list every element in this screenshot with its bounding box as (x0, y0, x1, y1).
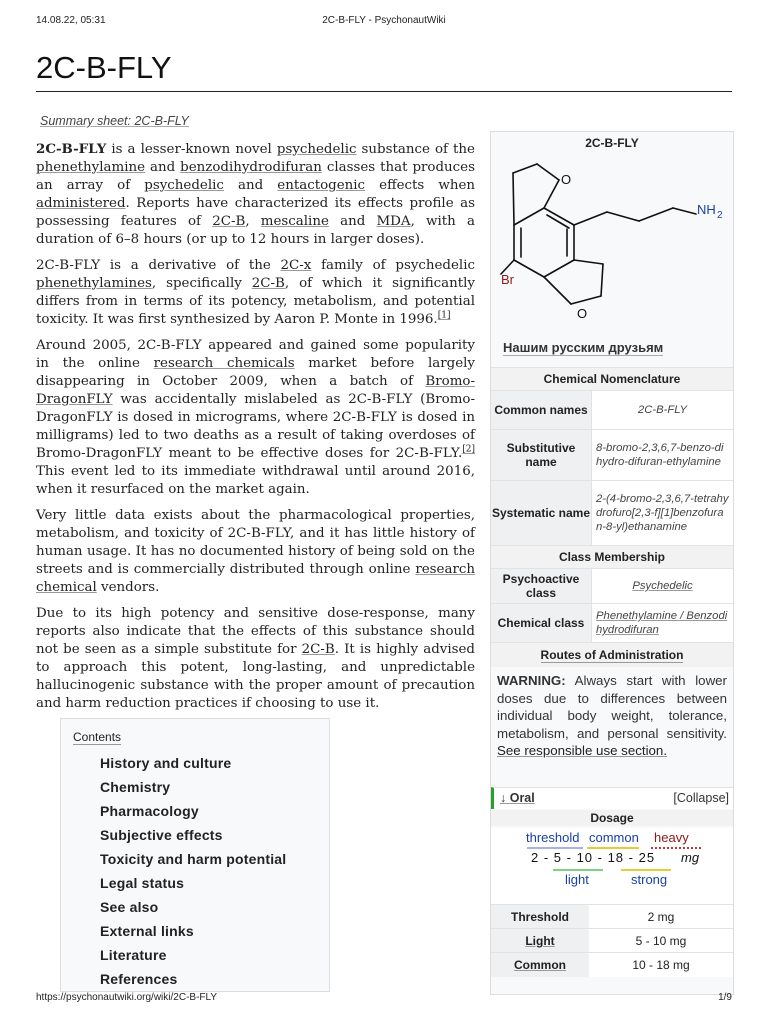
toc-item-literature[interactable]: Literature (100, 947, 167, 963)
row-substitutive-name: Substitutive name 8-bromo-2,3,6,7-benzo-dihydro-difuran-ethylamine (491, 429, 733, 480)
link-administered[interactable]: administered (36, 196, 126, 211)
amine-subscript: 2 (717, 210, 723, 221)
toc-item-see-also[interactable]: See also (100, 899, 159, 915)
common-bar (587, 847, 639, 849)
toc-item-external-links[interactable]: External links (100, 923, 194, 939)
toc-item-chemistry[interactable]: Chemistry (100, 779, 171, 795)
article-body (36, 140, 475, 721)
summary-sheet-link[interactable]: Summary sheet: 2C-B-FLY (40, 114, 189, 128)
toc-item-history[interactable]: History and culture (100, 755, 232, 771)
chemical-class-link[interactable]: Phenethylamine / Benzodihydrodifuran (591, 604, 733, 642)
row-psychoactive-class: Psychoactive class Psychedelic (491, 568, 733, 603)
russian-friends-link[interactable]: Нашим русским друзьям (503, 340, 664, 355)
dose-light-link[interactable]: Light (525, 934, 555, 948)
molecular-structure (491, 156, 733, 336)
scale-strong: strong (631, 872, 668, 887)
strong-bar (621, 869, 671, 871)
link-benzodihydrodifuran[interactable]: benzodihydrodifuran (180, 160, 322, 175)
oxygen-label-top: O (561, 172, 572, 187)
dosage-warning: WARNING: Always start with lower doses due to differences between individual body weight, tolerance, metabolism, and personal sensitivity. See responsible use section. (497, 673, 727, 758)
reference-2[interactable]: [2] (462, 444, 475, 455)
print-page-number: 1/9 (718, 992, 732, 1003)
substance-name: 2C-B-FLY (36, 141, 107, 157)
dose-row-common (491, 952, 733, 977)
section-chemical-nomenclature: Chemical Nomenclature (491, 367, 733, 390)
dose-light-value: 5 - 10 mg (635, 934, 687, 948)
title-divider (36, 91, 732, 92)
collapse-toggle[interactable]: [Collapse] (673, 791, 729, 805)
print-datetime: 14.08.22, 05:31 (36, 15, 106, 26)
link-mda[interactable]: MDA (376, 214, 411, 229)
dose-common-link[interactable]: Common (514, 958, 566, 972)
scale-light: light (565, 872, 589, 887)
intro-paragraph: 2C-B-FLY is a lesser-known novel psychedelic substance of the phenethylamine and benzodihydrodifuran classes that produces an array of psychedelic and entactogenic effects when administered. Reports have characterized its effects profile as possessing features of 2C-B, mescaline and MDA, with a duration of 6–8 hours (or up to 12 hours in larger doses). (36, 141, 475, 247)
link-2c-b-2[interactable]: 2C-B (251, 276, 285, 291)
oral-route-link[interactable]: ↓ Oral (500, 791, 535, 805)
link-entactogenic[interactable]: entactogenic (277, 178, 366, 193)
light-bar (553, 869, 603, 871)
dose-threshold-value: 2 mg (647, 910, 675, 924)
scale-threshold: threshold (526, 830, 580, 845)
section-routes: Routes of Administration (491, 642, 733, 667)
print-page-title: 2C-B-FLY - PsychonautWiki (322, 15, 446, 26)
oral-route-header (491, 787, 733, 809)
link-research-chemical[interactable]: research chemical (36, 562, 475, 595)
systematic-name-value: 2-(4-bromo-2,3,6,7-tetrahydrofuro[2,3-f][1]benzofuran-8-yl)ethanamine (591, 481, 733, 545)
dose-common-value: 10 - 18 mg (632, 958, 690, 972)
print-url: https://psychonautwiki.org/wiki/2C-B-FLY (36, 992, 217, 1003)
threshold-bar (527, 847, 583, 849)
link-phenethylamines[interactable]: phenethylamines (36, 276, 152, 291)
toc-item-legal-status[interactable]: Legal status (100, 875, 185, 891)
dose-row-threshold: Threshold 2 mg (491, 904, 733, 929)
psychoactive-class-link[interactable]: Psychedelic (591, 569, 733, 603)
dosage-header: Dosage (491, 810, 733, 826)
print-footer (36, 992, 732, 1006)
print-header (36, 15, 732, 29)
link-2c-x[interactable]: 2C-x (280, 258, 312, 273)
amine-label: NH (697, 202, 716, 217)
dose-row-light (491, 928, 733, 953)
warning-label: WARNING: (497, 673, 566, 688)
row-systematic-name: Systematic name 2-(4-bromo-2,3,6,7-tetrahydrofuro[2,3-f][1]benzofuran-8-yl)ethanamine (491, 480, 733, 545)
potency-paragraph: Due to its high potency and sensitive dose-response, many reports also indicate that the effects of this substance should not be seen as a simple substitute for 2C-B. It is highly advised to approach this potent, long-lasting, and unpredictable hallucinogenic substance with the proper amount of precaution and harm reduction practices if choosing to use it. (36, 606, 475, 711)
toc-item-pharmacology[interactable]: Pharmacology (100, 803, 199, 819)
toc-item-references[interactable]: References (100, 971, 178, 987)
link-2c-b-3[interactable]: 2C-B (301, 642, 335, 657)
page-title: 2C-B-FLY (36, 50, 172, 85)
link-research-chemicals[interactable]: research chemicals (153, 356, 295, 371)
substitutive-name-value: 8-bromo-2,3,6,7-benzo-dihydro-difuran-ethylamine (591, 430, 733, 480)
scale-heavy: heavy (654, 830, 689, 845)
link-2c-b[interactable]: 2C-B (212, 214, 246, 229)
link-psychedelic-2[interactable]: psychedelic (144, 178, 224, 193)
common-names-value: 2C-B-FLY (591, 391, 733, 429)
toc-item-subjective-effects[interactable]: Subjective effects (100, 827, 223, 843)
infobox (490, 131, 734, 995)
dosage-scale (491, 828, 733, 906)
scale-common: common (589, 830, 639, 845)
scale-unit: mg (681, 850, 700, 865)
scale-values: 2 - 5 - 10 - 18 - 25 (531, 850, 656, 865)
reference-1[interactable]: [1] (437, 310, 451, 321)
data-paragraph: Very little data exists about the pharmacological properties, metabolism, and toxicity of 2C-B-FLY, and it has little history of human usage. It has no documented history of being sold on the streets and is commercially distributed through online research chemical vendors. (36, 508, 475, 595)
row-common-names: Common names 2C-B-FLY (491, 390, 733, 429)
toc-title: Contents (73, 730, 122, 744)
link-bromo-dragonfly[interactable]: Bromo-DragonFLY (36, 374, 475, 407)
infobox-title: 2C-B-FLY (585, 136, 639, 150)
derivative-paragraph: 2C-B-FLY is a derivative of the 2C-x family of psychedelic phenethylamines, specifically 2C-B, of which it significantly differs from in terms of its potency, metabolism, and potential toxicity. It was first synthesized by Aaron P. Monte in 1996.[1] (36, 258, 475, 327)
section-class-membership: Class Membership (491, 545, 733, 568)
link-psychedelic[interactable]: psychedelic (276, 142, 357, 157)
link-phenethylamine[interactable]: phenethylamine (36, 160, 146, 175)
responsible-use-link[interactable]: See responsible use section. (497, 743, 668, 758)
row-chemical-class: Chemical class Phenethylamine / Benzodihydrodifuran (491, 603, 733, 642)
table-of-contents (60, 718, 330, 992)
toc-item-toxicity[interactable]: Toxicity and harm potential (100, 851, 287, 867)
link-mescaline[interactable]: mescaline (260, 214, 329, 229)
toc-list (100, 755, 286, 995)
history-paragraph: Around 2005, 2C-B-FLY appeared and gained some popularity in the online research chemicals market before largely disappearing in October 2009, when a batch of Bromo-DragonFLY was accidentally mislabeled as 2C-B-FLY (Bromo-DragonFLY is dosed in micrograms, where 2C-B-FLY is dosed in milligrams) led to two deaths as a result of taking overdoses of Bromo-DragonFLY meant to be effective doses for 2C-B-FLY.[2] This event led to its immediate withdrawal until around 2016, when it resurfaced on the market again. (36, 338, 475, 497)
bromine-label: Br (501, 272, 514, 287)
oxygen-label-bottom: O (577, 306, 588, 321)
